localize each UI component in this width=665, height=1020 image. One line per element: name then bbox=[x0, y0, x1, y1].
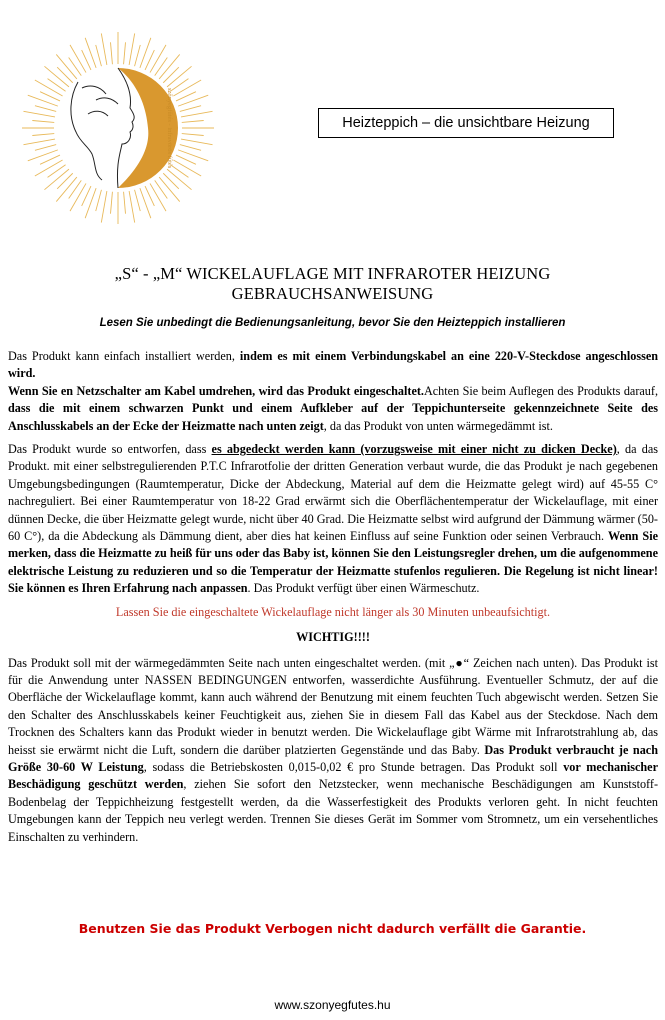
sun-ray bbox=[178, 95, 208, 106]
sun-ray bbox=[23, 139, 55, 145]
sun-ray bbox=[173, 160, 201, 176]
logo-ring-text: szőnyegfűtés - infravörös fűtés bbox=[166, 88, 173, 169]
title-box-text: Heizteppich – die unsichtbare Heizung bbox=[342, 115, 590, 131]
p3-underline: es abgedeckt werden kann (vorzugsweise mit einer nicht zu dicken Decke) bbox=[211, 442, 617, 457]
sun-ray bbox=[35, 160, 63, 176]
p4-text-e: , ziehen Sie sofort den Netzstecker, wenn mechanische Beschädigungen am Kunststoff-Bodenbelag der Teppichheizung festgestellt werden, da die Wasserfestigkeit des Produkts verloren geht. In nicht feuchten Umgebungen kann der Teppich neu verlegt werden. Trennen Sie dieses Gerät im Sommer vom Stromnetz, um ein versehentliches Einschalten zu verhindern. bbox=[8, 777, 658, 844]
sun-ray bbox=[140, 38, 151, 68]
sun-ray bbox=[135, 190, 141, 211]
paragraph-design bbox=[8, 441, 658, 598]
sun-ray bbox=[129, 191, 135, 223]
sun-ray bbox=[57, 173, 73, 189]
sun-ray bbox=[28, 95, 58, 106]
sun-ray bbox=[111, 192, 113, 214]
sun-ray bbox=[85, 188, 96, 218]
sun-ray bbox=[180, 106, 201, 112]
sun-ray bbox=[181, 139, 213, 145]
sun-ray bbox=[167, 66, 192, 87]
sun-ray bbox=[70, 45, 86, 73]
p3-text-e: . Das Produkt verfügt über einen Wärmeschutz. bbox=[247, 581, 480, 596]
sun-ray bbox=[150, 183, 166, 211]
sun-ray bbox=[56, 54, 77, 79]
sun-ray bbox=[182, 134, 204, 136]
p2-bold-a: Wenn Sie en Netzschalter am Kabel umdrehen, wird das Produkt eingeschaltet. bbox=[8, 383, 424, 398]
sun-ray bbox=[173, 80, 201, 96]
sun-ray bbox=[32, 134, 54, 136]
sun-ray bbox=[56, 177, 77, 202]
sun-ray bbox=[32, 121, 54, 123]
sun-ray bbox=[101, 33, 107, 65]
sun-ray bbox=[167, 169, 192, 190]
sun-ray bbox=[181, 111, 213, 117]
brand-logo bbox=[18, 4, 218, 252]
sun-ray bbox=[28, 150, 58, 161]
document-heading bbox=[0, 264, 665, 304]
document-subtitle: Lesen Sie unbedingt die Bedienungsanleitung, bevor Sie den Heizteppich installieren bbox=[99, 317, 566, 329]
p3-text-c: , da das Produkt. mit einer selbstregulierenden P.T.C Infrarotfolie der dritten Generation verbaut wurde, die das Produkt je nach gegebenen Umgebungsbedingungen (Raumtemperatur, Dicke der Abdeckung, Material auf dem die Heizmatte gelegt wird) auf 45-55 C° nachreguliert. Bei einer Raumtemperatur von 18-22 Grad erwärmt sich die Oberflächentemperatur der Wickelauflage, mit einer dünnen Decke, die über Heizmatte gelegt wurde, nicht über 40 Grad. Die Heizmatte selbst wird aufgrund der Dämmung wärmer (50-60 C°), da die Abdeckung als Dämmung dient, aber dies hat keinen Einfluss auf seine Funktion oder seinen Verbrauch. bbox=[8, 442, 658, 544]
sun-ray bbox=[163, 67, 179, 83]
sun-ray bbox=[44, 66, 69, 87]
heading-line-1: „S“ - „M“ WICKELAUFLAGE MIT INFRAROTER HEIZUNG bbox=[114, 264, 551, 283]
p4-bold-d: vor mechanischer Beschädigung geschützt werden bbox=[8, 759, 658, 792]
guarantee-notice: Benutzen Sie das Produkt Verbogen nicht dadurch verfällt die Garantie. bbox=[78, 921, 587, 936]
important-label: WICHTIG!!!! bbox=[296, 630, 370, 645]
paragraph-installation bbox=[8, 348, 658, 383]
sun-ray bbox=[140, 188, 151, 218]
sun-ray bbox=[124, 192, 126, 214]
sun-ray bbox=[96, 45, 102, 66]
heading-line-2: GEBRAUCHSANWEISUNG bbox=[231, 284, 434, 303]
sun-ray bbox=[124, 42, 126, 64]
p2-text-d: , da das Produkt von unten wärmegedämmt ist. bbox=[323, 418, 553, 433]
p1-bold: indem es mit einem Verbindungskabel an eine 220-V-Steckdose angeschlossen wird. bbox=[8, 349, 659, 381]
p4-text-c: , sodass die Betriebskosten 0,015-0,02 € pro Stunde betragen. Das Produkt soll bbox=[143, 759, 564, 774]
sun-ray bbox=[44, 169, 69, 190]
sun-ray bbox=[129, 33, 135, 65]
sun-ray bbox=[182, 121, 204, 123]
sun-ray bbox=[35, 145, 56, 151]
p1-text: Das Produkt kann einfach installiert werden, bbox=[8, 349, 240, 363]
p2-text-b: Achten Sie beim Auflegen des Produkts darauf, bbox=[423, 383, 658, 398]
website-link[interactable]: www.szonyegfutes.hu bbox=[274, 998, 391, 1012]
paragraph-switch bbox=[8, 383, 658, 435]
sun-ray bbox=[150, 45, 166, 73]
title-box bbox=[318, 108, 614, 138]
sun-ray bbox=[163, 173, 179, 189]
p4-text-a: Das Produkt soll mit der wärmegedämmten Seite nach unten eingeschaltet werden. (mit „●“ Zeichen nach unten). Das Produkt ist für die Anwendung unter NASSEN BEDINGUNGEN entworfen, wasserdichte Ausführung. Eventueller Schmutz, der auf die Oberfläche der Wickelauflage kommt, kann auch während der Benutzung mit einem feuchten Tuch abgewischt werden. Setzen Sie den Schalter des Anschlusskabels keiner Feuchtigkeit aus, ziehen Sie in diesem Fall das Kabel aus der Steckdose. Nach dem Trocknen des Schalters kann das Produkt wieder in benutzt werden. Die Wickelauflage gibt Wärme mit Infrarotstrahlung ab, das heisst sie erwärmt nicht die Luft, sondern die darüber platzierten Gegenstände und das Baby. bbox=[8, 655, 658, 757]
sun-ray bbox=[135, 45, 141, 66]
sun-ray bbox=[85, 38, 96, 68]
sun-ray bbox=[159, 54, 180, 79]
sun-ray bbox=[111, 42, 113, 64]
sun-ray bbox=[101, 191, 107, 223]
document-body bbox=[8, 348, 658, 852]
p4-bold-b: Das Produkt verbraucht je nach Größe 30-60 W Leistung bbox=[8, 742, 658, 774]
sun-ray bbox=[23, 111, 55, 117]
sun-ray bbox=[35, 80, 63, 96]
sun-ray bbox=[159, 177, 180, 202]
p2-bold-c: dass die mit einem schwarzen Punkt und einem Aufkleber auf der Teppichunterseite gekennzeichnete Seite des Anschlusskabels an der Ecke der Heizmatte nach unten zeigt bbox=[8, 401, 658, 433]
sun-ray bbox=[96, 190, 102, 211]
sun-ray bbox=[57, 67, 73, 83]
sun-ray bbox=[70, 183, 86, 211]
p3-bold-d: Wenn Sie merken, dass die Heizmatte zu heiß für uns oder das Baby ist, können Sie den Leistungsregler drehen, um die aufgenommene elektrische Leistung zu reduzieren und so die Temperatur der Heizmatte stufenlos regulieren. Die Regelung ist nicht linear! Sie können es Ihren Erfahrung nach anpassen bbox=[8, 529, 658, 596]
sun-ray bbox=[178, 150, 208, 161]
sun-ray bbox=[180, 145, 201, 151]
p3-text-a: Das Produkt wurde so entworfen, dass bbox=[8, 442, 212, 457]
warning-line: Lassen Sie die eingeschaltete Wickelauflage nicht länger als 30 Minuten unbeaufsichtigt. bbox=[115, 604, 551, 619]
sun-ray bbox=[35, 106, 56, 112]
paragraph-usage bbox=[8, 655, 658, 846]
